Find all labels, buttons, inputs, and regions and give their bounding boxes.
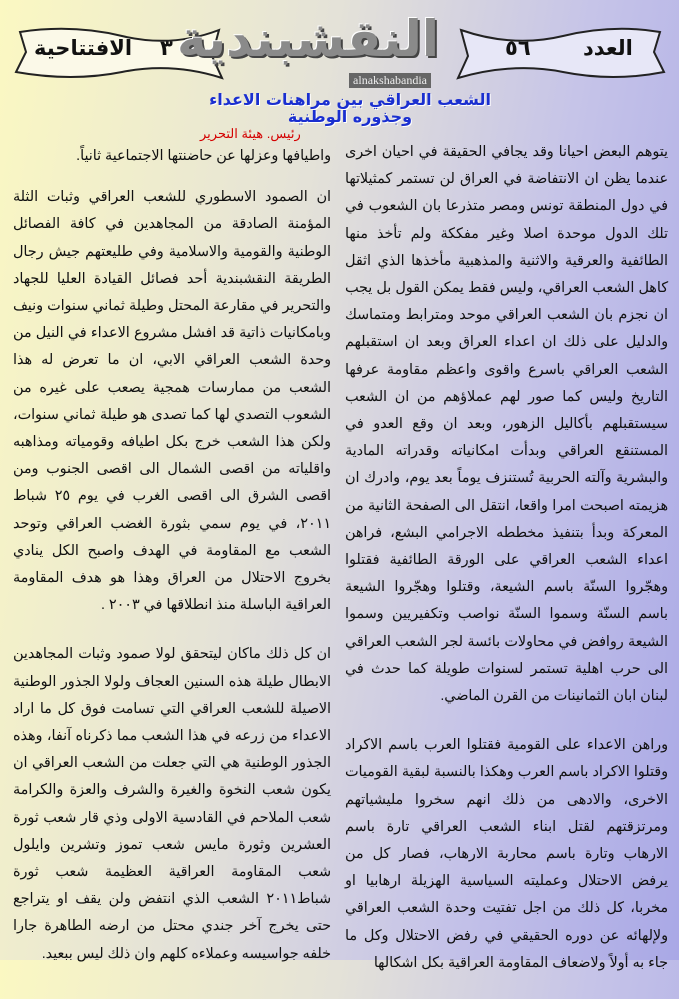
- author-byline: رئيس. هيئة التحرير: [200, 126, 301, 141]
- paragraph: واطيافها وعزلها عن حاضنتها الاجتماعية ثانياً.: [76, 148, 331, 164]
- issue-label: العدد: [583, 36, 633, 60]
- issue-banner-shape: [453, 22, 668, 84]
- right-column: [345, 139, 668, 999]
- issue-number: ٥٦: [505, 36, 531, 60]
- logo-subtext: alnakshabandia: [349, 73, 431, 88]
- left-column: [13, 143, 331, 990]
- logo-text: النقشبندية: [177, 10, 439, 68]
- article-title: [200, 91, 500, 125]
- paragraph: ان كل ذلك ماكان ليتحقق لولا صمود وثبات المجاهدين الابطال طيلة هذه السنين العجاف ولولا الجذور الوطنية الاصيلة للشعب العراقي التي تسامت فوق كل ما اراد الاعداء من زرعه في هذا الشعب مما ذكرناه آنفا، وهذه الجذور الوطنية هي التي جعلت من الشعب العراقي ان يكون شعب النخوة والغيرة والشرف والعزة والكرامة شعب الملاحم في القادسية الاولى وذي قار شعب ثورة العشرين وثورة مايس شعب تموز وتشرين وايلول شعب المقاومة العراقية العظيمة شعب ثورة شباط٢٠١١ الشعب الذي انتفض ولن يقف او يتراجع حتى يخرج آخر جندي محتل من ارضه الطاهرة جارا خلفه جواسيسه وعملاءه كلهم وان ذلك ليس ببعيد.: [13, 646, 331, 962]
- issue-banner: [453, 22, 668, 84]
- title-line-2: وجذوره الوطنية: [287, 107, 413, 126]
- title-line-1: الشعب العراقي بين مراهنات الاعداء: [209, 90, 491, 109]
- paragraph: وراهن الاعداء على القومية فقتلوا العرب باسم الاكراد وقتلوا الاكراد باسم العرب وهكذا بالنسبة لبقية القوميات الاخرى، والادهى من ذلك انهم سخروا مليشياتهم ومرتزقتهم لقتل ابناء الشعب العراقي تارة باسم الارهاب وتارة باسم محاربة الارهاب، فصار كل من يرفض الاحتلال وعمليته السياسية الهزيلة ارهابيا او مخربا، كل ذلك من اجل تفتيت وحدة الشعب العراقي ولإلهائه عن دوره الحقيقي في رفض الاحتلال وكل ما جاء به أولاً ولاضعاف المقاومة العراقية بكل اشكالها: [345, 737, 668, 971]
- page-number: ٣: [160, 36, 173, 60]
- section-label: الافتتاحية: [34, 36, 133, 60]
- paragraph: يتوهم البعض احيانا وقد يجافي الحقيقة في احيان اخرى عندما يظن ان الانتفاضة في العراق لن تستمر كمثيلاتها في دول المنطقة تونس ومصر متذرعا بان الشعوب في تلك الدول موحدة اصلا وغير مفككة ولم تأخذ منها الطائفية والعرقية والاثنية والمذهبية مأخذها الذي اثقل كاهل الشعب العراقي، وليس فقط يمكن القول بل يجب ان نجزم بان الشعب العراقي موحد ومترابط ومتماسك والدليل على ذلك ان اعداء العراق وبعد ان استقبلهم الشعب العراقي باسرع واقوى واعظم مقاومة عرفها التاريخ وليس كما صور لهم عملاؤهم من ان الشعب سيستقبلهم بأكاليل الزهور، وبعد ان وقع العدو في المستنقع العراقي وبدأت امكانياته وقدراته المادية والبشرية وآلته الحربية تُستنزف يوماً بعد يوم، وادرك ان هزيمته اصبحت امرا واقعا، انتقل الى الصفحة الثانية من المعركة وبدأ بتنفيذ مخططه الاجرامي البشع، فراهن اعداء الشعب العراقي على الورقة الطائفية فقتلوا وهجّروا السنّة باسم الشيعة، وقتلوا وهجّروا الشيعة باسم السنّة وسموا السنّة نواصب وتكفيريين وسموا الشيعة روافض في محاولات بائسة لجر الشعب العراقي الى حرب اهلية تستمر لسنوات طويلة كما حدث في لبنان ابان الثمانينات من القرن الماضي.: [345, 144, 668, 705]
- paragraph: ان الصمود الاسطوري للشعب العراقي وثبات الثلة المؤمنة الصادقة من المجاهدين في كافة الفصائل الوطنية والقومية والاسلامية وفي طليعتهم جيش رجال الطريقة النقشبندية أحد فصائل القيادة العليا للجهاد والتحرير في مقارعة المحتل وطيلة ثماني سنوات ونيف وبامكانيات ذاتية قد افشل مشروع الاعداء في النيل من وحدة الشعب العراقي الابي، ان ما تعرض له هذا الشعب من ممارسات همجية يصعب على غيره من الشعوب التصدي لها كما تصدى هو طيلة ثماني سنوات، ولكن هذا الشعب خرج بكل اطيافه وقومياته ومذاهبه واقلياته من اقصى الشمال الى اقصى الجنوب ومن اقصى الشرق الى اقصى الغرب في يوم ٢٥ شباط ٢٠١١، في يوم سمي بثورة الغضب العراقي وتوحد الشعب مع المقاومة في الهدف واصبح الكل ينادي بخروج الاحتلال من العراق وهذا هو هدف المقاومة العراقية الباسلة منذ انطلاقها في ٢٠٠٣ .: [13, 189, 332, 614]
- newspaper-logo: [177, 6, 439, 90]
